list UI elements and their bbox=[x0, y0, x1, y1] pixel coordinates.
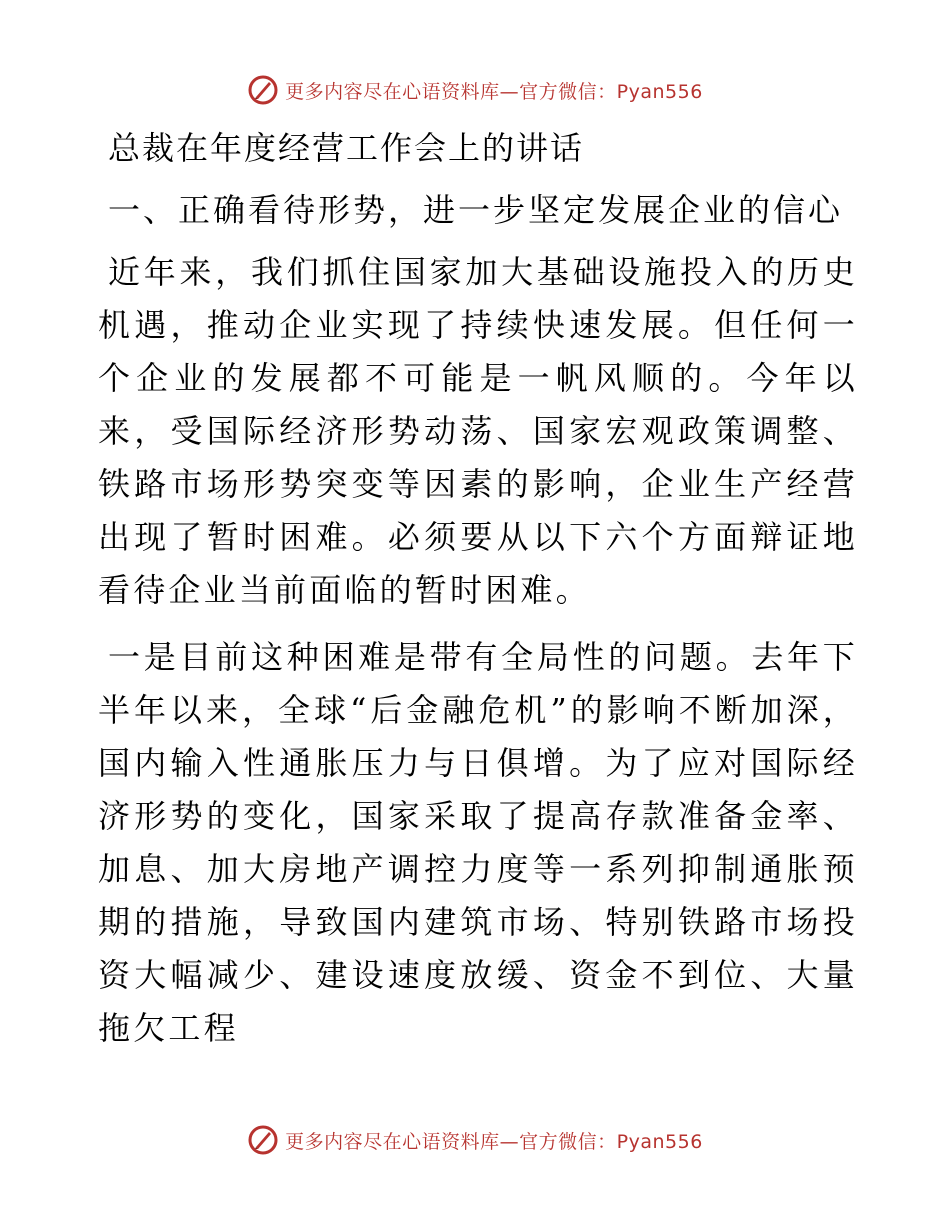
section-heading: 一、正确看待形势，进一步坚定发展企业的信心 bbox=[108, 191, 844, 229]
document-body bbox=[98, 122, 858, 1069]
footer-watermark-banner bbox=[0, 1120, 950, 1160]
watermark-text: 更多内容尽在心语资料库—官方微信：Pyan556 bbox=[285, 80, 703, 103]
watermark-text: 更多内容尽在心语资料库—官方微信：Pyan556 bbox=[285, 1130, 703, 1153]
header-watermark-banner bbox=[0, 70, 950, 110]
quill-logo-icon bbox=[247, 1124, 279, 1156]
body-paragraph: 近年来，我们抓住国家加大基础设施投入的历史机遇，推动企业实现了持续快速发展。但任何一个企业的发展都不可能是一帆风顺的。今年以来，受国际经济形势动荡、国家宏观政策调整、铁路市场形势突变等因素的影响，企业生产经营出现了暂时困难。必须要从以下六个方面辩证地看待企业当前面临的暂时困难。 bbox=[98, 253, 858, 609]
quill-logo-icon bbox=[247, 74, 279, 106]
document-title: 总裁在年度经营工作会上的讲话 bbox=[108, 129, 585, 167]
body-paragraph: 一是目前这种困难是带有全局性的问题。去年下半年以来，全球“后金融危机”的影响不断加深，国内输入性通胀压力与日俱增。为了应对国际经济形势的变化，国家采取了提高存款准备金率、加息、加大房地产调控力度等一系列抑制通胀预期的措施，导致国内建筑市场、特别铁路市场投资大幅减少、建设速度放缓、资金不到位、大量拖欠工程 bbox=[98, 638, 858, 1047]
